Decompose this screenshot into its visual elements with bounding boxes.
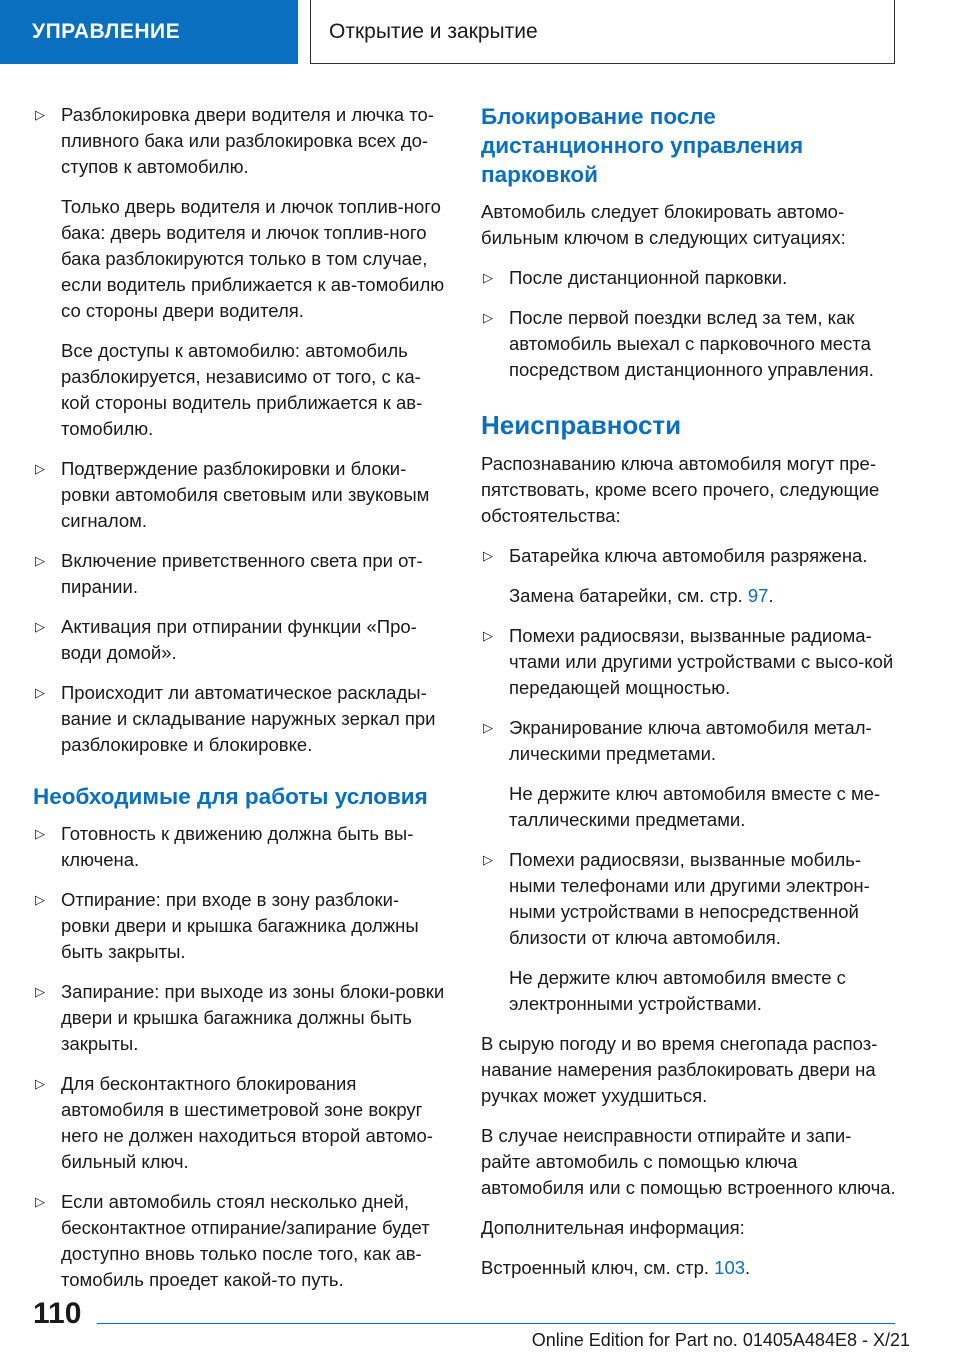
footer-divider — [97, 1323, 895, 1324]
paragraph: В случае неисправности отпирайте и запи-райте автомобиль с помощью ключа автомобиля или с помощью встроенного ключа. — [481, 1125, 896, 1198]
arrow-bullet-icon: ▷ — [483, 852, 493, 867]
list-item: ▷ Готовность к движению должна быть вы-ключена. — [35, 823, 414, 870]
list-item: ▷ Для бесконтактного блокирования автомобиля в шестиметровой зоне вокруг него не должен находиться второй автомо-бильный ключ. — [35, 1073, 433, 1172]
section-title: УПРАВЛЕНИЕ — [32, 20, 181, 43]
arrow-bullet-icon: ▷ — [483, 628, 493, 643]
arrow-bullet-icon: ▷ — [35, 619, 45, 634]
list-item: ▷ Помехи радиосвязи, вызванные радиома-чтами или другими устройствами с высо-кой передающей мощностью. — [483, 625, 894, 698]
arrow-bullet-icon: ▷ — [35, 826, 45, 841]
list-subtext: Только дверь водителя и лючок топлив-ного бака: дверь водителя и лючок топлив-ного бака разблокируются только в том случае, если водитель приближается к ав-томобилю со стороны двери водителя. — [61, 196, 445, 321]
paragraph: Автомобиль следует блокировать автомо-бильным ключом в следующих ситуациях: — [481, 201, 846, 248]
list-subtext: Все доступы к автомобилю: автомобиль разблокируется, независимо от того, с ка-кой стороны водитель приближается к ав-томобилю. — [61, 340, 423, 439]
paragraph: Дополнительная информация: — [481, 1217, 745, 1238]
arrow-bullet-icon: ▷ — [483, 270, 493, 285]
arrow-bullet-icon: ▷ — [483, 548, 493, 563]
list-item: ▷ Помехи радиосвязи, вызванные мобиль-ными телефонами или другими электрон-ными устройствами в непосредственной близости от ключа автомобиля. — [483, 849, 870, 948]
arrow-bullet-icon: ▷ — [35, 461, 45, 476]
heading-faults: Неисправности — [481, 410, 682, 440]
list-item: ▷ Происходит ли автоматическое расклады-вание и складывание наружных зеркал при разблокировке и блокировке. — [35, 682, 436, 755]
arrow-bullet-icon: ▷ — [35, 685, 45, 700]
list-item: ▷ Отпирание: при входе в зону разблоки-ровки двери и крышка багажника должны быть закрыты. — [35, 889, 419, 962]
arrow-bullet-icon: ▷ — [483, 310, 493, 325]
arrow-bullet-icon: ▷ — [35, 553, 45, 568]
page-number: 110 — [33, 1297, 82, 1330]
list-item: ▷ Батарейка ключа автомобиля разряжена. — [481, 543, 896, 569]
list-item: ▷ После дистанционной парковки. — [481, 265, 896, 291]
section-header — [0, 0, 298, 64]
list-item: ▷ Подтверждение разблокировки и блоки-ровки автомобиля световым или звуковым сигналом. — [35, 458, 430, 531]
arrow-bullet-icon: ▷ — [35, 892, 45, 907]
page-link-97[interactable]: 97 — [747, 585, 769, 606]
heading-conditions: Необходимые для работы условия — [33, 784, 428, 809]
paragraph: В сырую погоду и во время снегопада распоз-навание намерения разблокировать двери на ручках может ухудшиться. — [481, 1033, 878, 1106]
left-column — [33, 102, 445, 1307]
chapter-header — [310, 0, 895, 64]
arrow-bullet-icon: ▷ — [35, 107, 45, 122]
list-subtext: Не держите ключ автомобиля вместе с ме-таллическими предметами. — [509, 783, 881, 830]
list-subtext: Замена батарейки, см. стр. 97. — [509, 585, 774, 606]
arrow-bullet-icon: ▷ — [483, 720, 493, 735]
list-item: ▷ После первой поездки вслед за тем, как автомобиль выехал с парковочного места посредством дистанционного управления. — [483, 307, 874, 380]
list-subtext: Не держите ключ автомобиля вместе с электронными устройствами. — [509, 967, 846, 1014]
arrow-bullet-icon: ▷ — [35, 984, 45, 999]
list-item: ▷ Активация при отпирании функции «Про-води домой». — [35, 616, 417, 663]
arrow-bullet-icon: ▷ — [35, 1076, 45, 1091]
list-item: ▷ Экранирование ключа автомобиля метал-лическими предметами. — [483, 717, 872, 764]
list-item: ▷ Запирание: при выходе из зоны блоки-ровки двери и крышка багажника должны быть закрыты. — [35, 981, 445, 1054]
heading-remote-parking: Блокирование после дистанционного управления парковкой — [481, 104, 804, 187]
list-item: ▷ Включение приветственного света при от-пирании. — [35, 550, 423, 597]
chapter-title: Открытие и закрытие — [329, 19, 538, 43]
footer-edition: Online Edition for Part no. 01405A484E8 - X/21 — [531, 1330, 910, 1350]
list-item: ▷ Если автомобиль стоял несколько дней, бесконтактное отпирание/запирание будет доступно вновь только после того, как ав-томобиль проедет какой-то путь. — [35, 1191, 430, 1290]
page-link-103[interactable]: 103 — [714, 1257, 746, 1278]
arrow-bullet-icon: ▷ — [35, 1194, 45, 1209]
list-item: ▷ Разблокировка двери водителя и лючка то-пливного бака или разблокировка всех до-ступов к автомобилю. — [35, 104, 434, 177]
paragraph: Встроенный ключ, см. стр. 103. — [481, 1257, 751, 1278]
right-column — [481, 102, 896, 1295]
paragraph: Распознаванию ключа автомобиля могут пре-пятствовать, кроме всего прочего, следующие обстоятельства: — [481, 453, 880, 526]
